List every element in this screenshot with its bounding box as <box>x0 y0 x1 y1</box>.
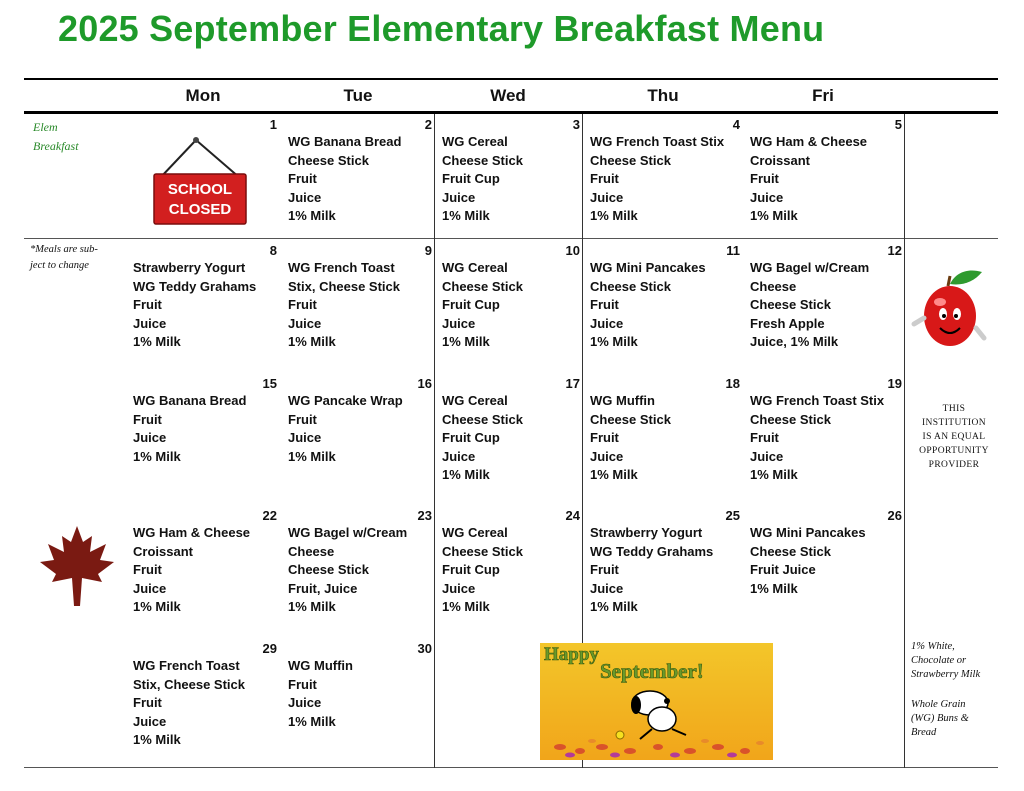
day-number: 30 <box>417 641 432 656</box>
menu-item: WG Cereal <box>442 260 508 275</box>
day-number: 15 <box>262 376 277 391</box>
maple-leaf-icon <box>36 522 118 608</box>
day-number: 23 <box>417 508 432 523</box>
menu-item: WG Banana Bread <box>288 134 402 149</box>
menu-item: Fruit <box>288 676 317 692</box>
whole-grain-note: Whole Grain (WG) Buns & Bread <box>911 699 969 738</box>
menu-item: Juice <box>133 430 167 446</box>
menu-item: Fruit <box>133 297 162 313</box>
menu-item: WG Cereal <box>442 525 508 540</box>
menu-item: 1% Milk <box>288 334 336 350</box>
day-number: 4 <box>732 117 740 132</box>
menu-item: Juice <box>133 580 167 596</box>
menu-item: Cheese Stick <box>442 543 523 559</box>
side-note-line1: *Meals are sub- <box>30 244 98 255</box>
day-number: 11 <box>726 243 740 258</box>
menu-cell <box>133 657 245 750</box>
side-label-elem: Elem <box>33 120 58 134</box>
menu-item: Fruit <box>288 171 317 187</box>
menu-item: Fruit <box>590 562 619 578</box>
menu-item: Juice <box>288 189 322 205</box>
menu-item: WG Mini Pancakes <box>750 525 866 540</box>
menu-item: 1% Milk <box>590 334 638 350</box>
apple-mascot-icon <box>910 266 990 358</box>
day-header-tue: Tue <box>343 86 373 105</box>
happy-september-image <box>540 643 773 760</box>
menu-cell <box>288 524 407 617</box>
week1-rule <box>24 238 998 239</box>
day-header-fri: Fri <box>812 86 834 105</box>
menu-item: Fruit <box>288 411 317 427</box>
menu-cell <box>442 259 523 352</box>
day-header-wed: Wed <box>490 86 526 105</box>
menu-item: 1% Milk <box>288 448 336 464</box>
menu-item: Cheese Stick <box>750 411 831 427</box>
menu-item: Cheese <box>288 543 335 559</box>
menu-item: Strawberry Yogurt <box>133 260 246 275</box>
day-number: 17 <box>565 376 580 391</box>
menu-item: 1% Milk <box>750 208 798 224</box>
menu-item: Fruit Cup <box>442 430 500 446</box>
menu-item: WG Muffin <box>590 393 655 408</box>
menu-item: 1% Milk <box>442 467 490 483</box>
equal-opportunity-notice: THIS INSTITUTION IS AN EQUAL OPPORTUNITY PROVIDER <box>919 404 989 470</box>
menu-item: Juice <box>590 189 624 205</box>
day-number: 29 <box>262 641 277 656</box>
menu-item: WG Cereal <box>442 393 508 408</box>
menu-item: 1% Milk <box>750 467 798 483</box>
menu-item: Cheese Stick <box>590 411 671 427</box>
day-number: 9 <box>424 243 432 258</box>
menu-item: WG French Toast Stix <box>750 393 885 408</box>
menu-item: Fruit Cup <box>442 562 500 578</box>
menu-item: Fruit <box>133 562 162 578</box>
menu-item: Juice <box>442 189 476 205</box>
bottom-rule <box>24 767 998 768</box>
menu-item: WG Bagel w/Cream <box>288 525 408 540</box>
menu-item: Fresh Apple <box>750 315 825 331</box>
menu-item: WG Mini Pancakes <box>590 260 706 275</box>
menu-cell <box>590 524 713 617</box>
school-closed-text-1: SCHOOL <box>167 181 233 198</box>
day-number: 8 <box>269 243 277 258</box>
menu-item: Fruit <box>133 411 162 427</box>
menu-item: WG Pancake Wrap <box>288 393 403 408</box>
menu-cell <box>442 392 523 485</box>
menu-cell <box>288 133 401 226</box>
menu-item: 1% Milk <box>590 467 638 483</box>
menu-item: 1% Milk <box>133 599 181 615</box>
menu-item: Juice <box>442 580 476 596</box>
happy-text: Happy <box>544 644 599 665</box>
menu-item: WG French Toast Stix <box>590 134 725 149</box>
menu-item: Cheese Stick <box>590 152 671 168</box>
school-closed-text-2: CLOSED <box>168 201 232 218</box>
menu-item: Fruit <box>288 297 317 313</box>
menu-item: Juice <box>750 448 784 464</box>
day-number: 16 <box>417 376 432 391</box>
menu-item: WG Ham & Cheese <box>133 525 251 540</box>
milk-note: 1% White, Chocolate or Strawberry Milk <box>911 641 981 680</box>
menu-cell <box>750 259 869 352</box>
day-number: 3 <box>572 117 580 132</box>
menu-item: Fruit <box>750 430 779 446</box>
menu-item: WG French Toast <box>133 658 240 673</box>
menu-item: Fruit Cup <box>442 297 500 313</box>
menu-item: Juice <box>133 713 167 729</box>
menu-item: Fruit <box>590 297 619 313</box>
menu-item: 1% Milk <box>133 732 181 748</box>
header-bottom-rule <box>24 111 998 114</box>
day-number: 18 <box>725 376 740 391</box>
day-number: 26 <box>887 508 902 523</box>
menu-item: 1% Milk <box>288 599 336 615</box>
menu-item: WG Ham & Cheese <box>750 134 868 149</box>
menu-item: Cheese Stick <box>590 278 671 294</box>
menu-item: Juice <box>590 448 624 464</box>
menu-item: WG Cereal <box>442 134 508 149</box>
day-number: 25 <box>725 508 740 523</box>
day-number: 24 <box>565 508 580 523</box>
menu-item: Cheese Stick <box>442 411 523 427</box>
menu-item: Cheese Stick <box>288 152 369 168</box>
menu-item: Cheese <box>750 278 797 294</box>
day-header-mon: Mon <box>185 86 221 105</box>
day-number: 2 <box>424 117 432 132</box>
menu-cell <box>133 392 246 466</box>
menu-item: 1% Milk <box>442 599 490 615</box>
day-number: 1 <box>269 117 277 132</box>
menu-item: Cheese Stick <box>750 297 831 313</box>
day-header-thu: Thu <box>647 86 679 105</box>
menu-cell <box>288 392 403 466</box>
menu-item: 1% Milk <box>442 208 490 224</box>
menu-item: WG Muffin <box>288 658 353 673</box>
menu-item: WG Teddy Grahams <box>590 543 714 559</box>
day-number: 22 <box>262 508 277 523</box>
school-closed-sign <box>150 136 250 228</box>
menu-item: 1% Milk <box>750 580 798 596</box>
menu-item: Stix, Cheese Stick <box>133 676 245 692</box>
menu-cell <box>288 259 400 352</box>
col-divider-1 <box>434 114 435 768</box>
menu-item: 1% Milk <box>288 208 336 224</box>
menu-item: Fruit, Juice <box>288 580 358 596</box>
menu-cell <box>288 657 353 731</box>
menu-item: Cheese Stick <box>288 562 369 578</box>
menu-item: Cheese Stick <box>750 543 831 559</box>
menu-item: Juice <box>288 315 322 331</box>
menu-cell <box>750 133 867 226</box>
menu-item: Croissant <box>750 152 810 168</box>
side-note-line2: ject to change <box>30 260 89 271</box>
day-number: 19 <box>887 376 902 391</box>
menu-item: Fruit Juice <box>750 562 816 578</box>
menu-item: Fruit <box>133 695 162 711</box>
menu-item: 1% Milk <box>590 208 638 224</box>
day-number: 5 <box>894 117 902 132</box>
menu-cell <box>590 259 706 352</box>
menu-item: 1% Milk <box>442 334 490 350</box>
header-top-rule <box>24 78 998 80</box>
col-divider-3 <box>904 114 905 768</box>
menu-cell <box>442 524 523 617</box>
menu-item: 1% Milk <box>590 599 638 615</box>
menu-item: Juice <box>442 315 476 331</box>
menu-item: Cheese Stick <box>442 278 523 294</box>
menu-item: WG Banana Bread <box>133 393 247 408</box>
menu-cell <box>750 524 866 598</box>
menu-item: Fruit Cup <box>442 171 500 187</box>
menu-item: Fruit <box>590 171 619 187</box>
menu-item: WG Teddy Grahams <box>133 278 257 294</box>
menu-cell <box>133 524 250 617</box>
menu-item: Juice, 1% Milk <box>750 334 839 350</box>
menu-cell <box>590 392 671 485</box>
menu-item: Croissant <box>133 543 193 559</box>
menu-item: Fruit <box>590 430 619 446</box>
menu-cell <box>442 133 523 226</box>
side-label-breakfast: Breakfast <box>33 139 79 153</box>
menu-cell <box>133 259 256 352</box>
day-number: 10 <box>565 243 580 258</box>
menu-item: Juice <box>590 580 624 596</box>
page-title: 2025 September Elementary Breakfast Menu <box>58 8 825 49</box>
menu-item: Juice <box>442 448 476 464</box>
menu-cell <box>750 392 884 485</box>
menu-item: Juice <box>590 315 624 331</box>
menu-item: WG Bagel w/Cream <box>750 260 870 275</box>
menu-item: Stix, Cheese Stick <box>288 278 400 294</box>
menu-item: Cheese Stick <box>442 152 523 168</box>
menu-item: WG French Toast <box>288 260 395 275</box>
menu-item: 1% Milk <box>133 448 181 464</box>
menu-item: Juice <box>288 430 322 446</box>
menu-item: 1% Milk <box>288 713 336 729</box>
menu-item: Fruit <box>750 171 779 187</box>
menu-item: Juice <box>133 315 167 331</box>
menu-item: Juice <box>750 189 784 205</box>
menu-item: Juice <box>288 695 322 711</box>
september-text: September! <box>600 659 704 683</box>
day-number: 12 <box>887 243 902 258</box>
menu-item: Strawberry Yogurt <box>590 525 703 540</box>
menu-cell <box>590 133 724 226</box>
menu-item: 1% Milk <box>133 334 181 350</box>
